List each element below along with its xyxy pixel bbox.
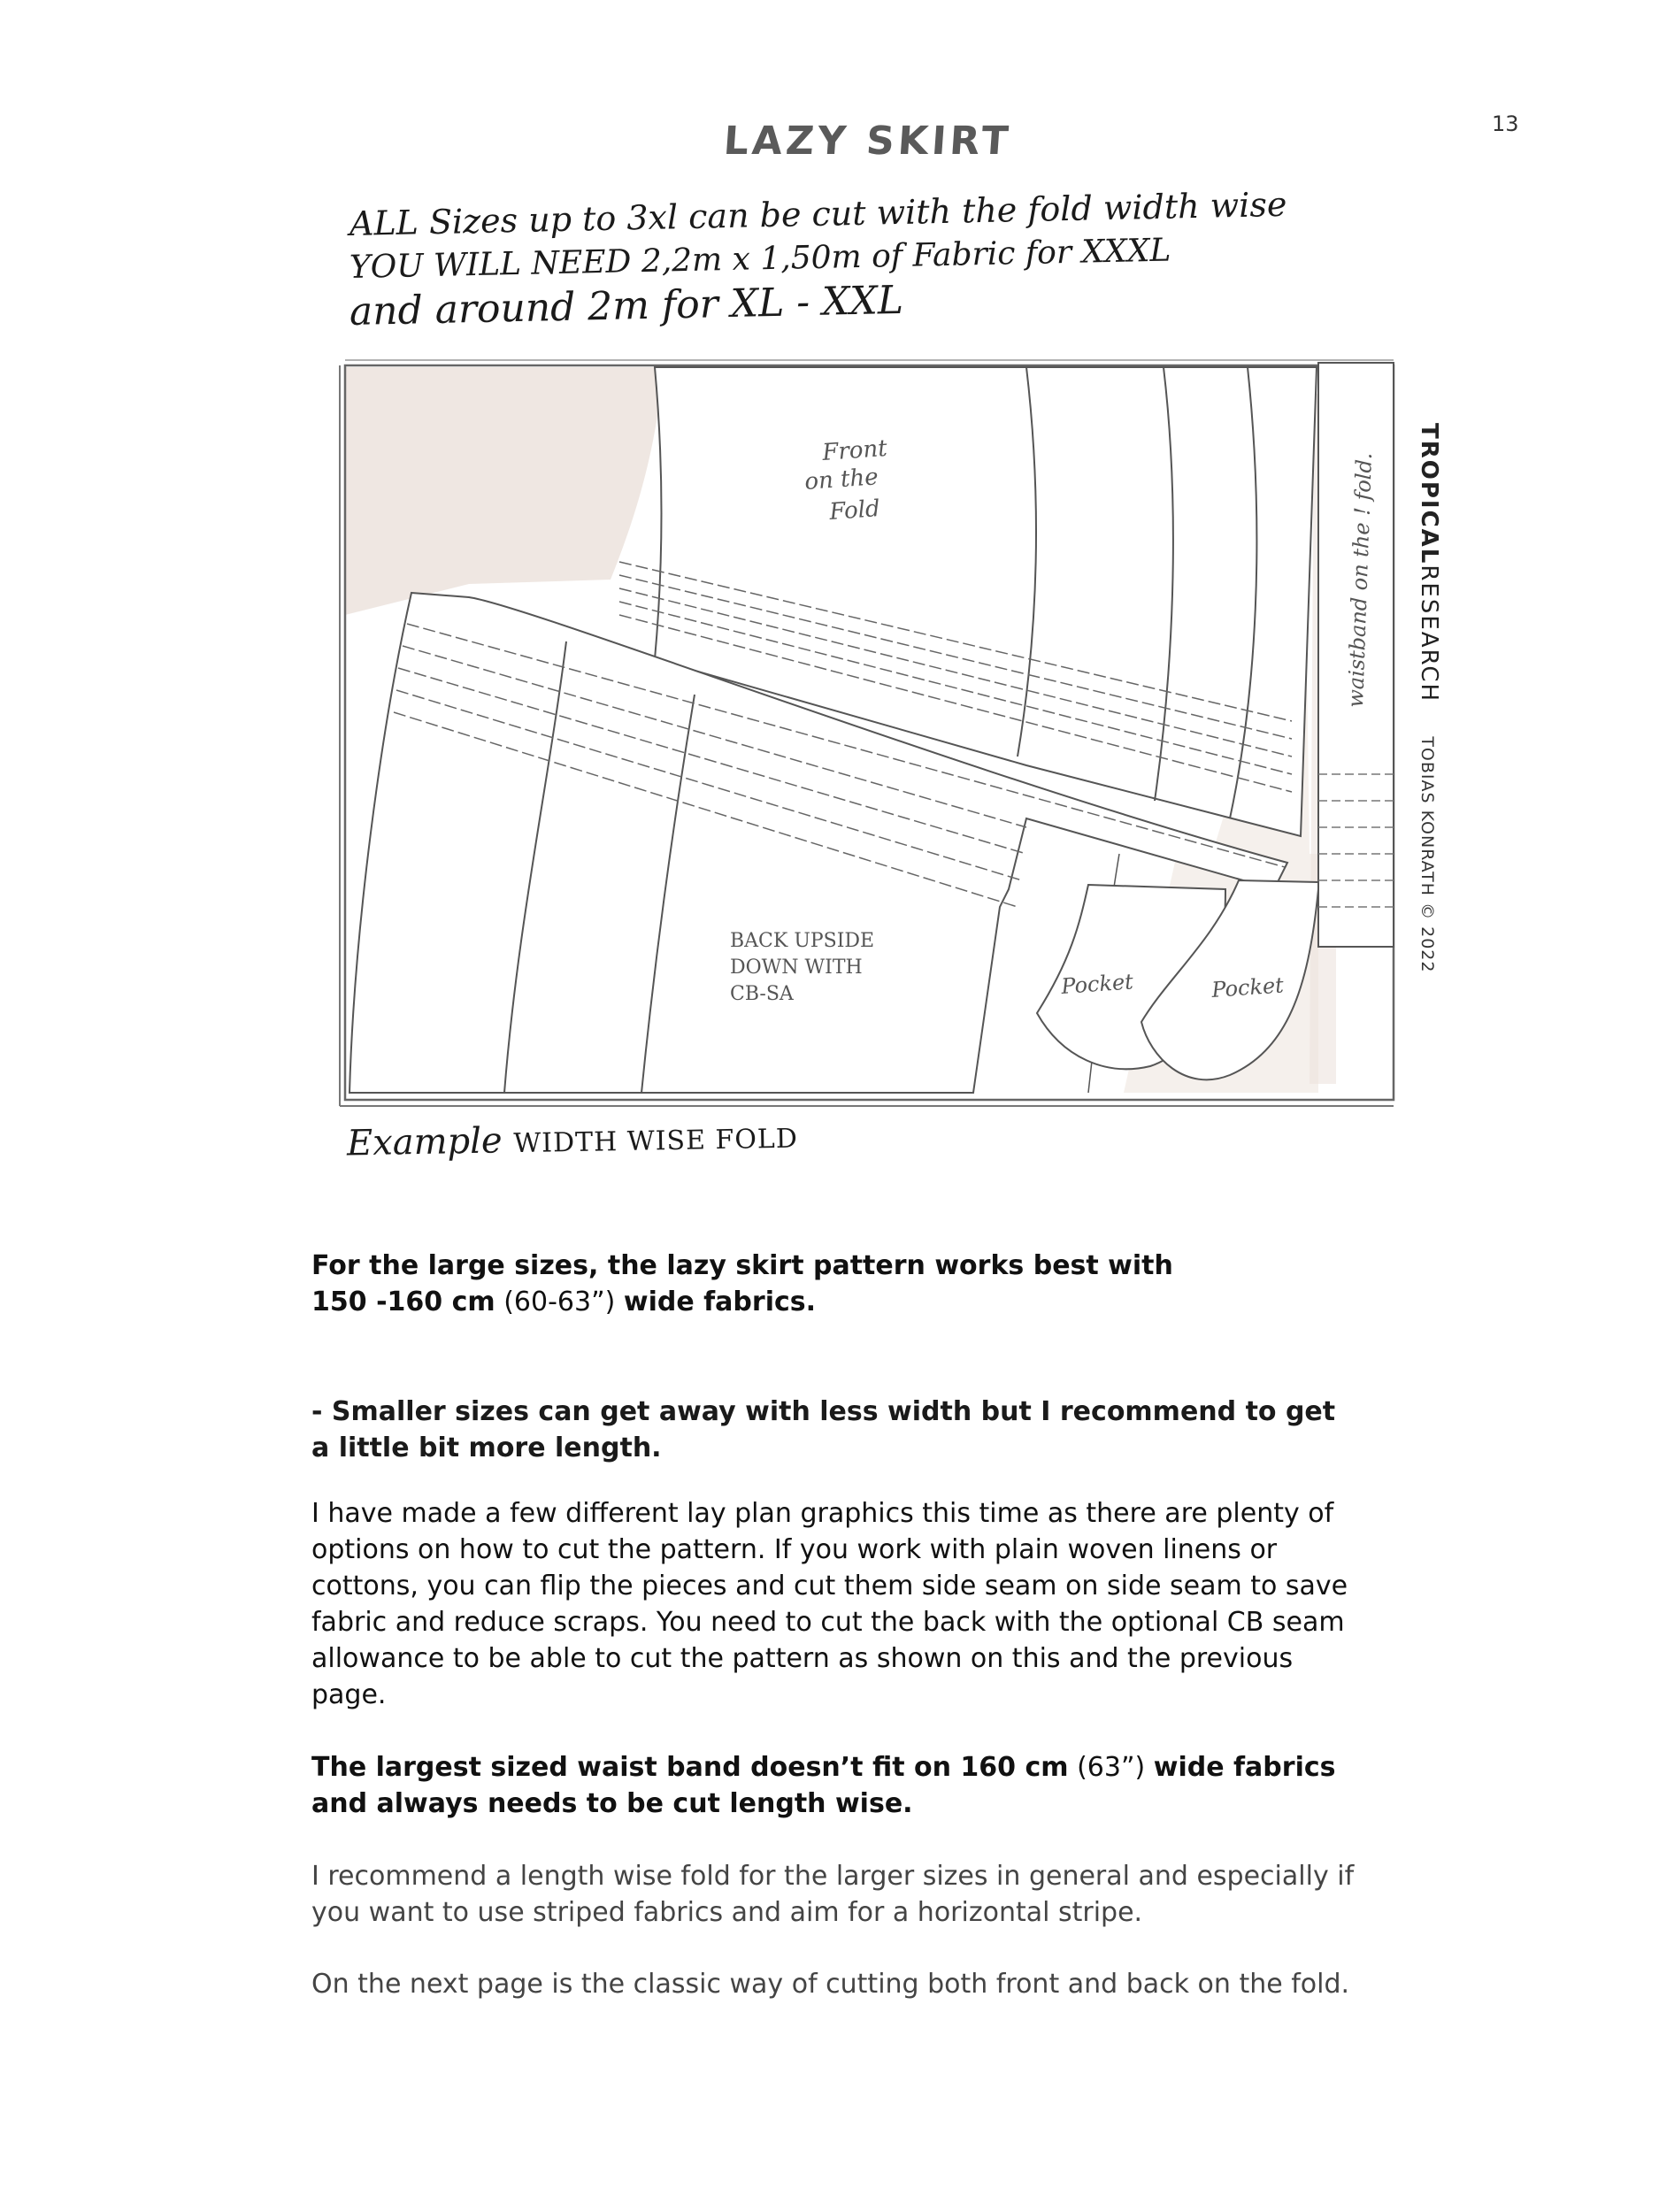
scrap-area-top-left [345,367,664,615]
brand-name-bold: TROPICAL [1416,423,1442,565]
smaller-sizes-paragraph [311,1394,1356,1466]
lay-plan-paragraph [311,1495,1356,1713]
lay-plan-text: I have made a few different lay plan graphics this time as there are plenty of options on how to cut the pattern. If you work with plain woven linens or cottons, you can flip the pieces and cut them side seam on side seam to save fabric and reduce scraps. You need to cut the back with the optional CB seam allowance to be able to cut the pattern as shown on this and the previous page. [311,1498,1348,1710]
lay-plan-sketch [327,358,1411,1119]
pocket-label-1: Pocket [1060,969,1134,999]
back-label-3: CB-SA [730,983,794,1005]
waistband-text-a: The largest sized waist band doesn’t fit on 160 cm [311,1752,1069,1783]
front-label-3: Fold [828,495,881,526]
page-number: 13 [1492,111,1519,136]
copyright-credit: TOBIAS KONRATH © 2022 [1417,736,1437,973]
front-label-2: on the [803,464,879,495]
caption-example: Example [346,1120,503,1164]
intro-width-cm: 150 -160 cm [311,1286,495,1317]
waistband-text-c: wide fabrics and always needs to be cut length wise. [311,1752,1336,1819]
handwritten-notes [349,184,1287,334]
intro-width-in: (60-63”) [503,1286,616,1317]
caption-fold-type: WIDTH WISE FOLD [513,1123,799,1160]
next-page-text: On the next page is the classic way of cutting both front and back on the fold. [311,1969,1350,2000]
waistband-text-b: (63”) [1077,1752,1146,1783]
recommend-paragraph [311,1858,1373,1931]
intro-paragraph [311,1248,1373,1320]
back-label-1: BACK UPSIDE [730,930,875,952]
next-page-paragraph [311,1966,1373,2002]
lay-plan-diagram [327,358,1411,1119]
waistband-label: waistband on the ! fold. [1343,452,1378,709]
front-label-1: Front [821,434,888,466]
recommend-text: I recommend a length wise fold for the larger sizes in general and especially if you want to use striped fabrics and aim for a horizontal stripe. [311,1861,1355,1928]
intro-wide-fabrics: wide fabrics. [623,1286,817,1317]
note-line-3: and around 2m for XL - XXL [349,277,904,334]
pocket-label-2: Pocket [1210,972,1285,1002]
sidebar-credit [1416,423,1442,972]
intro-line-1: For the large sizes, the lazy skirt pattern works best with [311,1250,1173,1281]
page-title: LAZY SKIRT [722,119,1014,164]
diagram-caption [347,1116,799,1164]
note-line-1: ALL Sizes up to 3xl can be cut with the fold width wise [349,184,1287,243]
waistband-paragraph [311,1749,1356,1822]
smaller-sizes-text: - Smaller sizes can get away with less width but I recommend to get a little bit more length. [311,1396,1336,1463]
note-line-2: YOU WILL NEED 2,2m x 1,50m of Fabric for XXXL [349,232,1171,286]
back-label-2: DOWN WITH [730,956,863,979]
brand-name-light: RESEARCH [1416,565,1442,703]
